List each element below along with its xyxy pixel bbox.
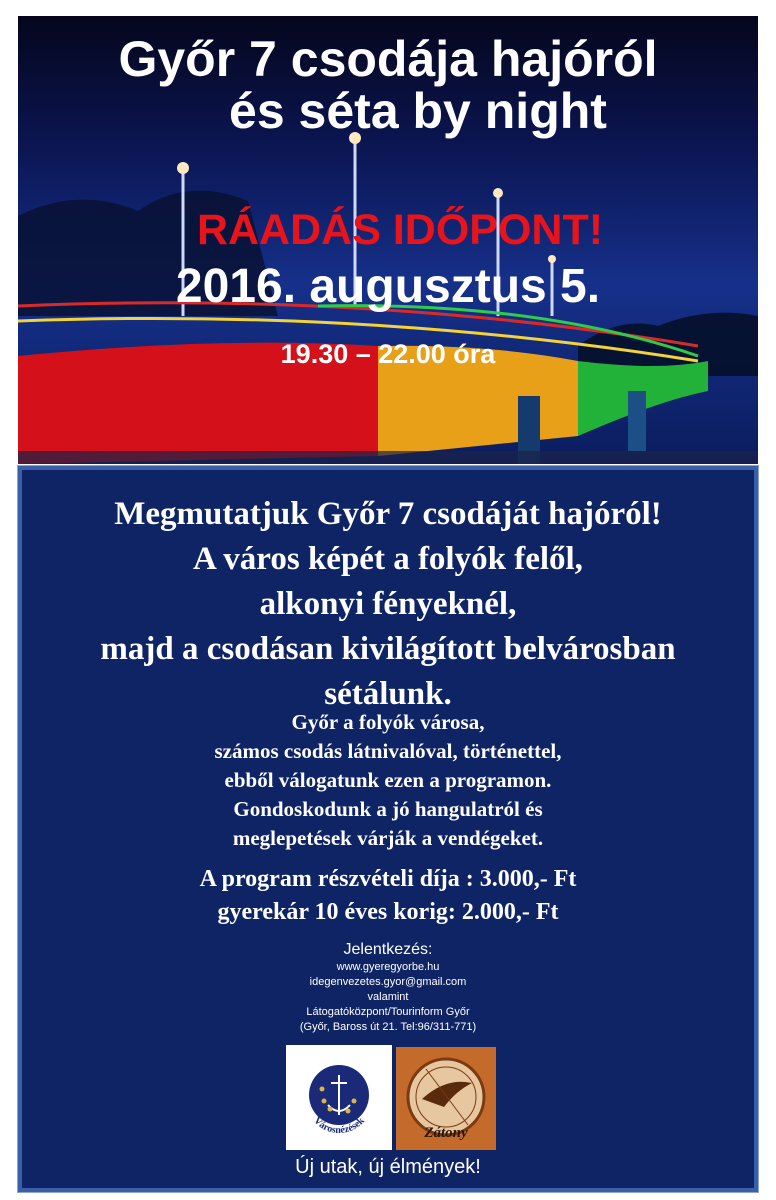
- description-line: Győr a folyók városa,: [291, 710, 485, 734]
- varosnezesek-logo: [286, 1045, 392, 1150]
- headline-line: A város képét a folyók felől,: [193, 541, 583, 577]
- contact-line: Látogatóközpont/Tourinform Győr: [306, 1006, 470, 1018]
- contact-address: (Győr, Baross út 21. Tel:96/311-771): [299, 1021, 477, 1033]
- headline-line: sétálunk.: [324, 676, 452, 712]
- contact-website[interactable]: www.gyeregyorbe.hu: [336, 961, 440, 973]
- description-line: meglepetések várják a vendégeket.: [232, 826, 544, 850]
- contact-block: [22, 940, 754, 1035]
- title-line-2: és séta by night: [229, 83, 607, 139]
- description-line: Gondoskodunk a jó hangulatról és: [233, 797, 543, 821]
- extra-date-label: RÁADÁS IDŐPONT!: [196, 206, 604, 254]
- hero-photo: [18, 16, 758, 464]
- headline-line: Megmutatjuk Győr 7 csodáját hajóról!: [114, 496, 662, 532]
- event-time: 19.30 – 22.00 óra: [280, 339, 496, 369]
- contact-email[interactable]: idegenvezetes.gyor@gmail.com: [309, 976, 467, 988]
- price-line: A program részvételi díja : 3.000,- Ft: [199, 866, 577, 892]
- info-panel: [18, 466, 758, 1192]
- price-info: [22, 863, 754, 929]
- description-line: számos csodás látnivalóval, történettel,: [214, 739, 562, 763]
- logo-left-text: Városnézések: [311, 1115, 367, 1137]
- slogan: Új utak, új élmények!: [295, 1156, 481, 1178]
- contact-title: Jelentkezés:: [343, 941, 433, 958]
- description: [22, 708, 754, 853]
- title-line-1: Győr 7 csodája hajóról: [118, 31, 658, 87]
- headline-line: alkonyi fényeknél,: [259, 586, 517, 622]
- headline: [22, 492, 754, 717]
- headline-line: majd a csodásan kivilágított belvárosban: [100, 631, 676, 667]
- contact-line: valamint: [367, 991, 409, 1003]
- description-line: ebből válogatunk ezen a programon.: [224, 768, 552, 792]
- zatony-logo: [396, 1047, 496, 1150]
- event-date: 2016. augusztus 5.: [175, 260, 601, 313]
- price-line: gyerekár 10 éves korig: 2.000,- Ft: [217, 899, 559, 925]
- logo-right-text: Zátony: [424, 1125, 468, 1141]
